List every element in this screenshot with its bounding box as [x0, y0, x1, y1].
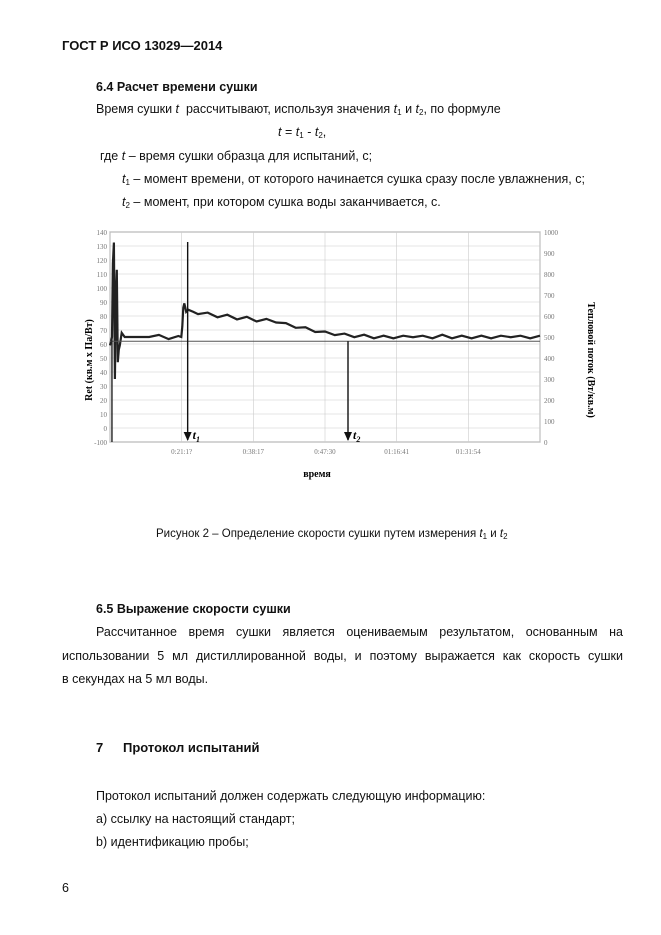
- y-right-tick-label: 900: [544, 250, 555, 258]
- y-left-tick-label: 50: [100, 355, 107, 363]
- chart-ticks: [94, 229, 558, 456]
- section-6-5-title: 6.5 Выражение скорости сушки: [96, 602, 291, 616]
- marker-arrow-head: [184, 432, 192, 441]
- caption-t1: t: [479, 528, 483, 540]
- caption-sub2: 2: [503, 532, 508, 541]
- y-right-tick-label: 400: [544, 355, 555, 363]
- def1-text: – момент времени, от которого начинается сушка сразу после увлажнения, с;: [133, 172, 585, 186]
- p1-sub2: 2: [419, 108, 424, 117]
- formula: [278, 125, 326, 140]
- s7-item-b: b) идентификацию пробы;: [96, 835, 249, 849]
- y-left-tick-label: 40: [100, 369, 107, 377]
- def2-var: t: [122, 195, 126, 209]
- p1-text-b: рассчитывают, используя значения: [185, 102, 391, 116]
- s65-line1: Рассчитанное время сушки является оцениваемым результатом, основанным на: [96, 625, 623, 639]
- y-axis-label-right: Тепловой поток (Вт/кв.м): [585, 302, 596, 418]
- def1-sub: 1: [125, 178, 130, 187]
- s65-line2: использовании 5 мл дистиллированной воды, и поэтому выражается как скорость сушки: [62, 649, 623, 663]
- where-var-t: t: [121, 149, 126, 163]
- p1-and: и: [405, 102, 413, 116]
- formula-minus: -: [307, 125, 312, 139]
- y-left-tick-label: 70: [100, 327, 107, 335]
- p1-var-t: t: [175, 102, 180, 116]
- y-right-tick-label: 100: [544, 418, 555, 426]
- p1-var-t2: t: [415, 102, 420, 116]
- caption-text: Рисунок 2 – Определение скорости сушки путем измерения: [156, 528, 477, 540]
- x-tick-label: 0:47:30: [314, 448, 336, 456]
- formula-t: t: [278, 125, 282, 139]
- caption-sub1: 1: [482, 532, 488, 541]
- def2-text: – момент, при котором сушка воды заканчивается, с.: [133, 195, 441, 209]
- definition-t1: [122, 172, 585, 187]
- p1-text-a: Время сушки: [96, 102, 173, 116]
- formula-t1: t: [295, 125, 300, 139]
- page-number: 6: [62, 881, 69, 895]
- section-7-title: Протокол испытаний: [123, 740, 260, 755]
- x-tick-label: 0:38:17: [242, 448, 265, 456]
- section-7-number: 7: [96, 740, 104, 755]
- x-tick-label: 0:21:1?: [171, 448, 193, 456]
- y-right-tick-label: 200: [544, 397, 555, 405]
- p1-sub1: 1: [397, 108, 402, 117]
- y-left-tick-label: 80: [100, 313, 107, 321]
- y-right-tick-label: 300: [544, 376, 555, 384]
- p1-var-t1: t: [393, 102, 398, 116]
- y-right-tick-label: 500: [544, 334, 555, 342]
- marker-label: $t_1$: [192, 428, 201, 444]
- y-left-tick-label: 60: [100, 341, 107, 349]
- y-left-tick-label: 110: [96, 271, 107, 279]
- y-left-tick-label: 90: [100, 299, 107, 307]
- definition-t2: [122, 195, 441, 210]
- formula-comma: ,: [322, 125, 327, 139]
- marker-label-sub: 2: [356, 435, 361, 444]
- standard-code: ГОСТ Р ИСО 13029—2014: [62, 38, 223, 53]
- drying-chart: [80, 222, 600, 490]
- where-line: [100, 149, 372, 163]
- where-text: – время сушки образца для испытаний, с;: [128, 149, 373, 163]
- y-right-tick-label: 0: [544, 439, 548, 447]
- y-left-tick-label: -100: [94, 439, 107, 447]
- y-right-tick-label: 800: [544, 271, 555, 279]
- y-left-tick-label: 0: [103, 425, 107, 433]
- y-left-tick-label: 10: [100, 411, 107, 419]
- p1-text-c: , по формуле: [423, 102, 501, 116]
- where-word: где: [100, 149, 119, 163]
- y-right-tick-label: 600: [544, 313, 555, 321]
- caption-and: и: [490, 528, 497, 540]
- s65-line3: в секундах на 5 мл воды.: [62, 672, 209, 686]
- section-6-4-paragraph: [96, 102, 501, 117]
- y-left-tick-label: 130: [96, 243, 107, 251]
- x-axis-label: время: [303, 469, 331, 480]
- figure-caption: [156, 528, 508, 541]
- y-left-tick-label: 20: [100, 397, 107, 405]
- formula-sub1: 1: [299, 131, 304, 140]
- y-left-tick-label: 120: [96, 257, 107, 265]
- formula-t2: t: [314, 125, 319, 139]
- s7-item-a: a) ссылку на настоящий стандарт;: [96, 812, 295, 826]
- y-axis-label-left: Ret (кв.м х Па/Вт): [84, 319, 95, 401]
- formula-sub2: 2: [318, 131, 323, 140]
- marker-label-sub: 1: [196, 435, 201, 444]
- y-left-tick-label: 140: [96, 229, 107, 237]
- marker-arrow-head: [344, 432, 352, 441]
- caption-t2: t: [499, 528, 504, 540]
- marker-label: $t_2$: [353, 428, 361, 444]
- x-tick-label: 01:31:54: [455, 448, 481, 456]
- y-left-tick-label: 100: [96, 285, 107, 293]
- y-left-tick-label: 30: [100, 383, 107, 391]
- x-tick-label: 01:16:41: [384, 448, 410, 456]
- y-right-tick-label: 1000: [544, 229, 558, 237]
- def2-sub: 2: [125, 201, 130, 210]
- y-right-tick-label: 700: [544, 292, 555, 300]
- def1-var: t: [122, 172, 126, 186]
- section-6-4-title: 6.4 Расчет времени сушки: [96, 80, 258, 94]
- s7-intro: Протокол испытаний должен содержать следующую информацию:: [96, 789, 486, 803]
- formula-eq: =: [284, 125, 293, 139]
